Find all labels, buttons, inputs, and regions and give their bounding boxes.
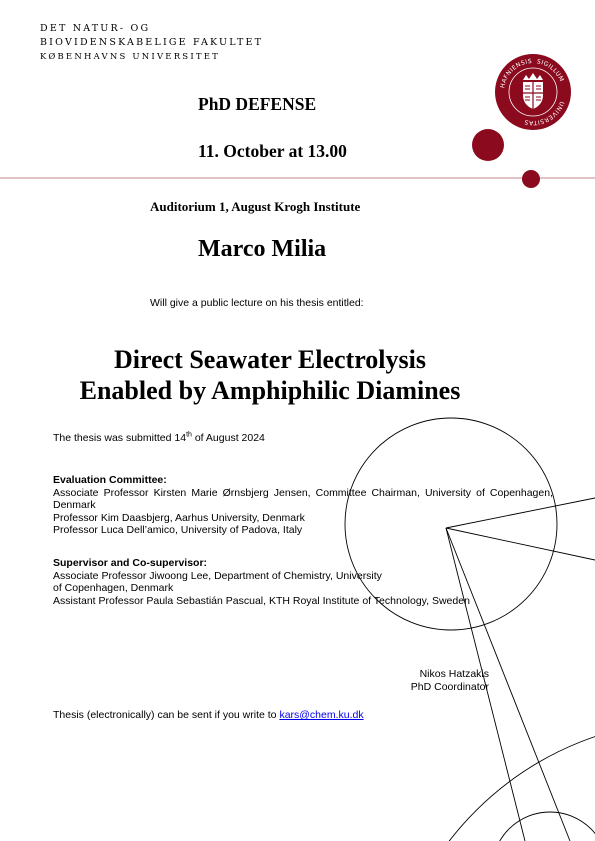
supervisor-member: Associate Professor Jiwoong Lee, Department of Chemistry, University of Copenhagen, Denmark (53, 569, 382, 594)
contact-line: Thesis (electronically) can be sent if you write to kars@chem.ku.dk (53, 709, 364, 721)
university-seal-icon (494, 53, 572, 131)
thesis-title-line-2: Enabled by Amphiphilic Diamines (79, 376, 461, 405)
thesis-title (40, 344, 500, 406)
event-venue: Auditorium 1, August Krogh Institute (150, 199, 361, 214)
event-type: PhD DEFENSE (198, 94, 317, 114)
committee-heading: Evaluation Committee: (53, 474, 167, 486)
candidate-name: Marco Milia (198, 236, 327, 262)
small-dot (522, 170, 540, 188)
committee-member: Professor Kim Daasbjerg, Aarhus University, Denmark (53, 511, 305, 524)
svg-text:UNIVERSITAS: UNIVERSITAS (523, 100, 566, 127)
ordinal-suffix: th (186, 431, 192, 439)
submission-date: The thesis was submitted 14th of August 2024 (53, 431, 265, 444)
svg-text:SIGILLUM: SIGILLUM (536, 58, 566, 84)
svg-text:HAFNIENSIS: HAFNIENSIS (499, 57, 533, 89)
coordinator-signature (399, 668, 489, 693)
supervisors-heading: Supervisor and Co-supervisor: (53, 557, 208, 569)
thesis-title-line-1: Direct Seawater Electrolysis (114, 345, 426, 374)
event-datetime: 11. October at 13.00 (198, 141, 347, 161)
university-name: KØBENHAVNS UNIVERSITET (40, 52, 221, 62)
evaluation-committee (53, 474, 553, 537)
decorative-circle-bottom (492, 812, 595, 841)
decorative-circle-arc (385, 720, 595, 841)
faculty-line-1: DET NATUR- OG (40, 23, 151, 34)
supervisors (53, 557, 493, 607)
supervisor-member: Assistant Professor Paula Sebastián Pascual, KTH Royal Institute of Technology, Sweden (53, 594, 470, 607)
email-link[interactable]: kars@chem.ku.dk (279, 709, 364, 721)
coordinator-role: PhD Coordinator (410, 680, 489, 693)
lecture-intro: Will give a public lecture on his thesis entitled: (150, 297, 364, 309)
committee-member: Associate Professor Kirsten Marie Ørnsbjerg Jensen, Committee Chairman, University of Copenhagen, Denmark (53, 486, 553, 511)
committee-member: Professor Luca Dell’amico, University of Padova, Italy (53, 524, 303, 536)
faculty-header (40, 22, 263, 64)
large-dot (472, 129, 504, 161)
coordinator-name: Nikos Hatzakis (419, 668, 489, 680)
faculty-line-2: BIOVIDENSKABELIGE FAKULTET (40, 37, 264, 48)
